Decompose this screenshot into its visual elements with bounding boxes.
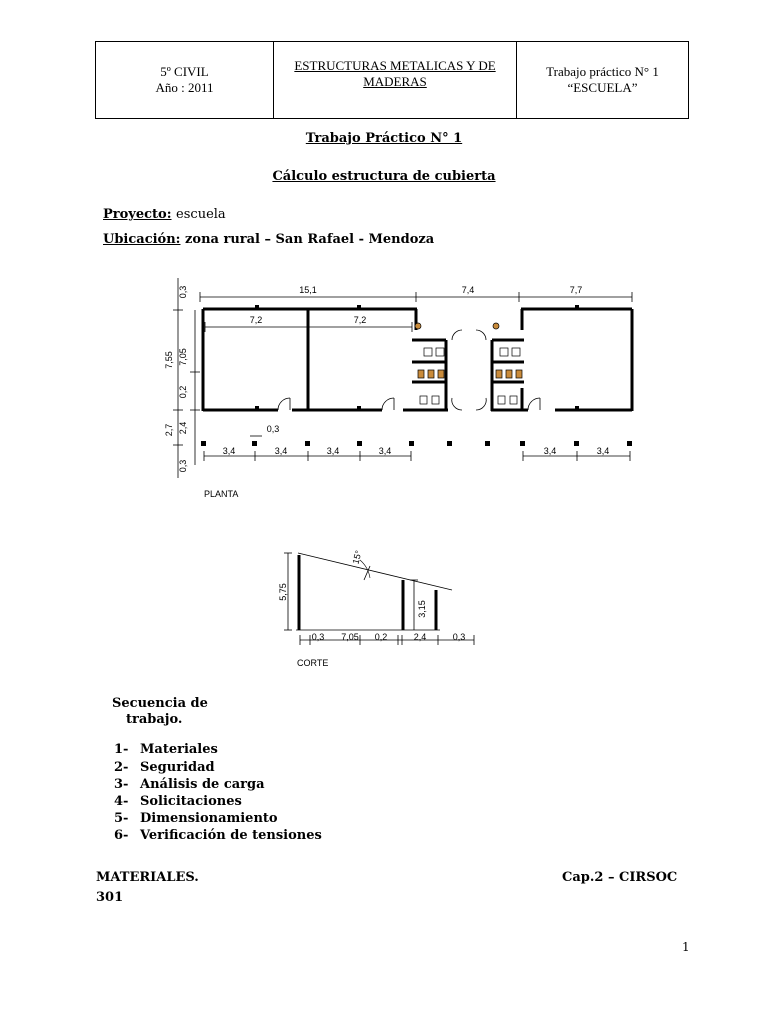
project-label: Proyecto:: [103, 207, 172, 222]
section-dim-2: 7,05: [341, 632, 359, 642]
plan-dim-top-1: 15,1: [299, 285, 317, 295]
item-label: Materiales: [140, 742, 218, 757]
materials-reference: Cap.2 – CIRSOC: [562, 870, 678, 885]
materials-heading: MATERIALES.: [96, 870, 199, 885]
plan-dim-room-1: 7,2: [249, 315, 263, 325]
subject-text: ESTRUCTURAS METALICAS Y DE MADERAS: [294, 58, 496, 89]
page-subtitle: Cálculo estructura de cubierta: [272, 169, 496, 184]
section-dim-5: 0,3: [452, 632, 466, 642]
list-item: [114, 742, 218, 757]
plan-dim-left-1: 0,3: [178, 285, 188, 299]
page-number: 1: [682, 940, 690, 954]
section-dim-3: 0,2: [374, 632, 388, 642]
plan-dim-bottom-5: 3,4: [543, 446, 557, 456]
list-item: [114, 777, 265, 792]
tp-line2: “ESCUELA”: [567, 80, 638, 95]
plan-dim-room-2: 7,2: [353, 315, 367, 325]
plan-dim-bottom-3: 3,4: [326, 446, 340, 456]
tp-line1: Trabajo práctico N° 1: [546, 64, 659, 79]
plan-dim-left-7: 0,3: [178, 459, 188, 473]
list-item: [114, 828, 322, 843]
item-num: 3-: [114, 777, 129, 792]
item-label: Solicitaciones: [140, 794, 242, 809]
plan-dim-left-3: 7,05: [178, 348, 188, 366]
page-title: Trabajo Práctico N° 1: [305, 131, 463, 146]
location-value: zona rural – San Rafael - Mendoza: [185, 232, 435, 247]
plan-dim-left-6: 2,4: [178, 421, 188, 435]
project-value: escuela: [176, 207, 226, 222]
list-item: [114, 760, 215, 775]
location-label: Ubicación:: [103, 232, 181, 247]
list-item: [114, 811, 278, 826]
sequence-title-line1: Secuencia de: [112, 696, 208, 711]
section-height-right: 3,15: [417, 600, 427, 618]
sequence-title-line2: trabajo.: [126, 712, 183, 727]
section-dim-4: 2,4: [413, 632, 427, 642]
plan-dim-bottom-4: 3,4: [378, 446, 392, 456]
plan-labels: [164, 285, 609, 499]
materials-reference-cont: 301: [96, 890, 124, 905]
plan-dim-left-2: 7,55: [164, 351, 174, 369]
plan-dim-top-2: 7,4: [461, 285, 475, 295]
item-num: 6-: [114, 828, 129, 843]
item-num: 4-: [114, 794, 129, 809]
plan-dim-left-4: 0,2: [178, 385, 188, 399]
section-dim-1: 0,3: [311, 632, 325, 642]
plan-dim-gap: 0,3: [266, 424, 280, 434]
plan-label: PLANTA: [204, 489, 239, 499]
plan-dim-left-5: 2,7: [164, 423, 174, 437]
course-text: 5º CIVIL: [160, 64, 209, 79]
year-text: Año : 2011: [155, 80, 214, 95]
section-label: CORTE: [297, 658, 329, 668]
plan-dim-bottom-6: 3,4: [596, 446, 610, 456]
plan-dim-top-3: 7,7: [569, 285, 583, 295]
section-height-left: 5,75: [278, 583, 288, 601]
item-label: Seguridad: [140, 760, 215, 775]
item-label: Análisis de carga: [140, 777, 265, 792]
plan-dim-bottom-1: 3,4: [222, 446, 236, 456]
list-item: [114, 794, 242, 809]
item-label: Verificación de tensiones: [140, 828, 322, 843]
item-num: 2-: [114, 760, 129, 775]
item-label: Dimensionamiento: [140, 811, 278, 826]
item-num: 5-: [114, 811, 129, 826]
floor-plan-drawing: [173, 278, 632, 478]
item-num: 1-: [114, 742, 129, 757]
plan-dim-bottom-2: 3,4: [274, 446, 288, 456]
section-angle: 15°: [350, 549, 364, 566]
